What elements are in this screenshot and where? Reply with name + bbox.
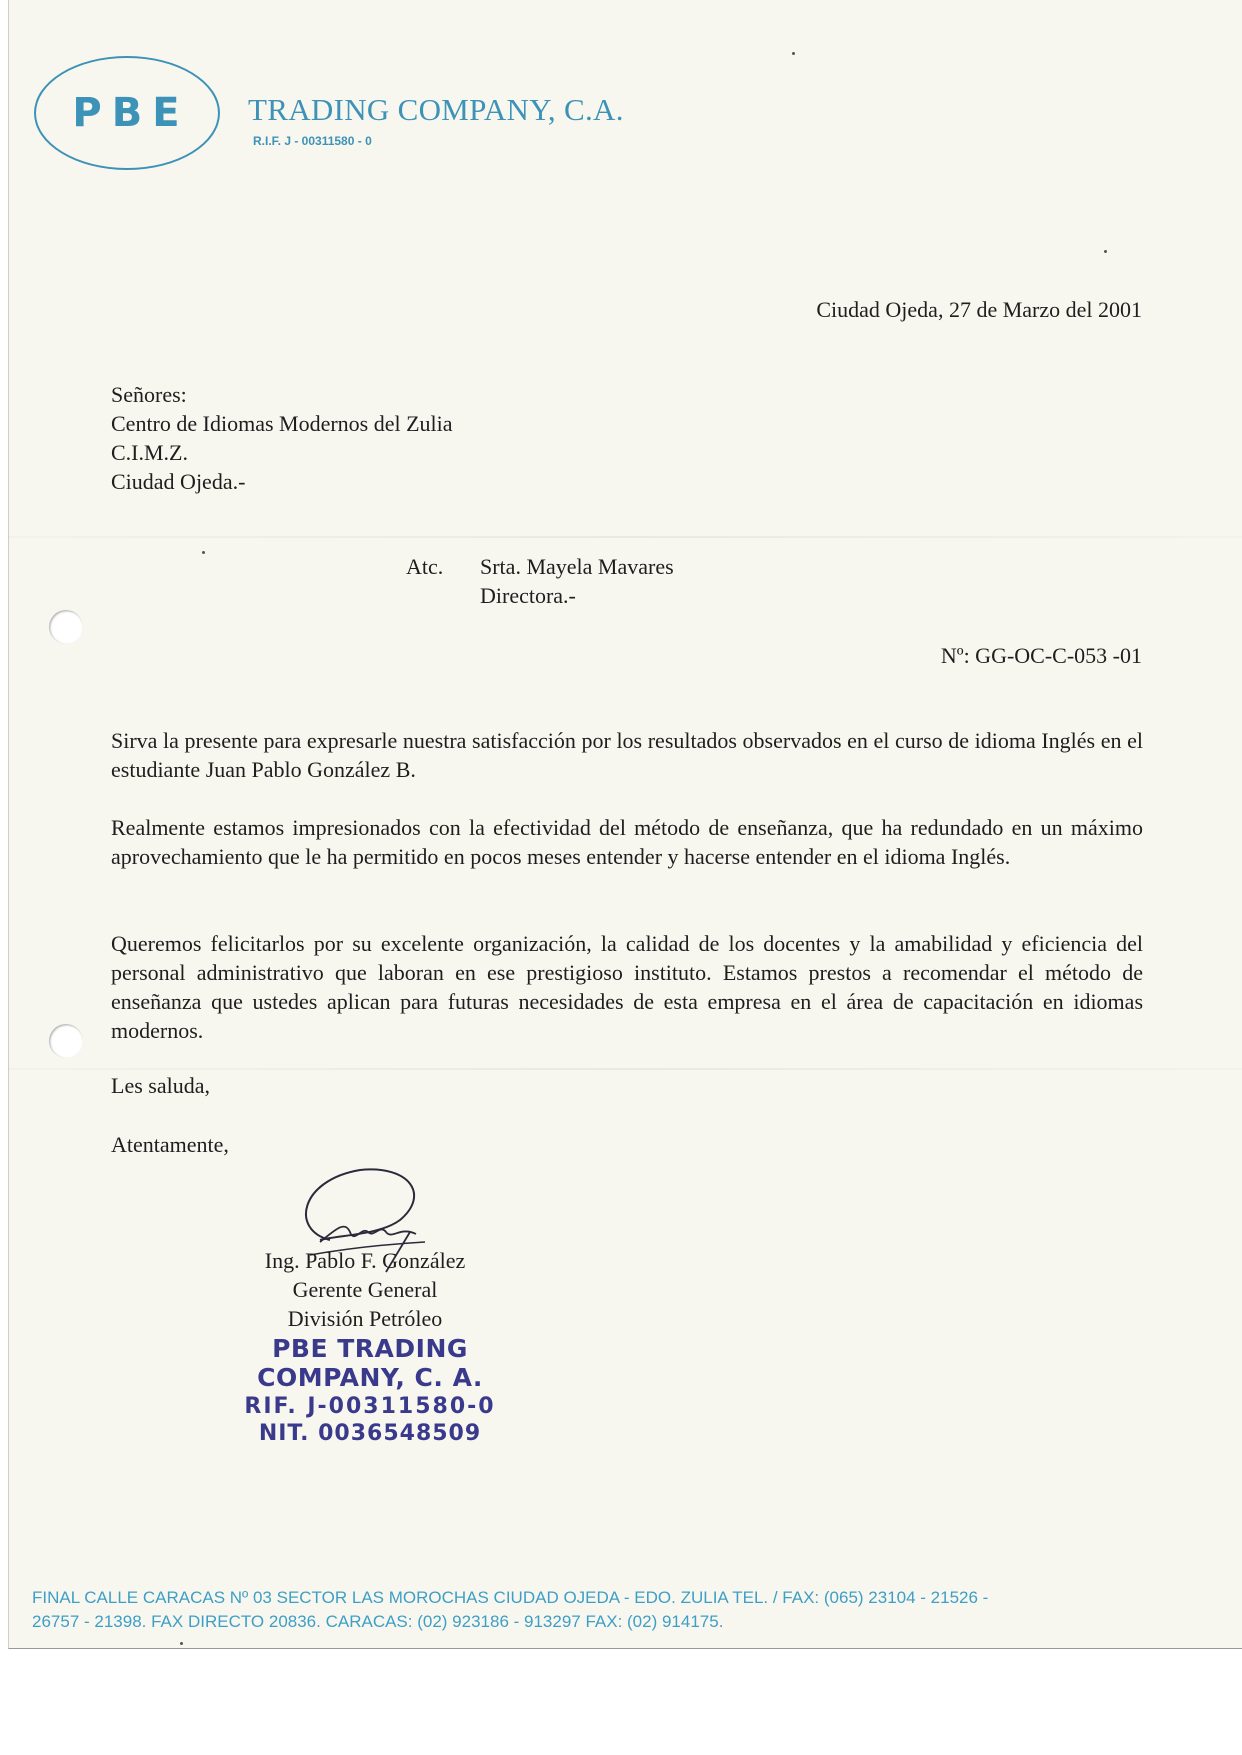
paper-speck [202, 551, 205, 554]
paper-speck [180, 1642, 183, 1645]
closing-greeting: Les saluda, [111, 1073, 210, 1098]
attention-name: Srta. Mayela Mavares [480, 554, 674, 579]
logo-letters: PBE [72, 90, 190, 136]
stamp-nit: NIT. 0036548509 [258, 1421, 482, 1446]
attention-title: Directora.- [480, 583, 576, 608]
body-paragraph: Sirva la presente para expresarle nuestra satisfacción por los resultados observados en el curso de idioma Inglés en el estudiante Juan Pablo González B. [111, 728, 1143, 782]
fold-line [8, 1068, 1242, 1070]
recipient-line: C.I.M.Z. [111, 440, 188, 465]
recipient-line: Ciudad Ojeda.- [111, 469, 246, 494]
signatory-block [240, 1246, 490, 1333]
company-rif: R.I.F. J - 00311580 - 0 [253, 134, 372, 148]
fold-line [8, 536, 1242, 538]
body-paragraph: Realmente estamos impresionados con la efectividad del método de enseñanza, que ha redundado en un máximo aprovechamiento que le ha permitido en pocos meses entender y hacerse entender en el idioma Inglés. [111, 815, 1143, 869]
company-name: TRADING COMPANY, C.A. [248, 92, 624, 127]
reference-number: Nº: GG-OC-C-053 -01 [940, 643, 1142, 668]
signatory-position: Gerente General [292, 1277, 438, 1302]
paper-speck [792, 52, 795, 55]
company-stamp [200, 1334, 540, 1446]
footer-line: FINAL CALLE CARACAS Nº 03 SECTOR LAS MOROCHAS CIUDAD OJEDA - EDO. ZULIA TEL. / FAX: (065) 23104 - 21526 - [32, 1588, 989, 1607]
recipient-line: Centro de Idiomas Modernos del Zulia [111, 411, 453, 436]
punch-hole [49, 1024, 83, 1058]
punch-hole [49, 610, 83, 644]
closing-signoff: Atentamente, [111, 1132, 229, 1157]
recipient-salutation: Señores: [111, 382, 187, 407]
attention-block [480, 552, 674, 610]
signatory-division: División Petróleo [287, 1306, 443, 1331]
body-paragraph: Queremos felicitarlos por su excelente organización, la calidad de los docentes y la amabilidad y eficiencia del personal administrativo que laboran en ese prestigioso instituto. Estamos prestos a recomendar el método de enseñanza que ustedes aplican para futuras necesidades de esta empresa en el área de capacitación en idiomas modernos. [111, 931, 1143, 1043]
letter-date: Ciudad Ojeda, 27 de Marzo del 2001 [816, 297, 1142, 322]
footer-line: 26757 - 21398. FAX DIRECTO 20836. CARACAS: (02) 923186 - 913297 FAX: (02) 914175. [32, 1612, 724, 1631]
recipient-address [111, 380, 453, 496]
attention-label: Atc. [406, 554, 444, 579]
letterhead-footer [32, 1586, 1237, 1634]
stamp-rif: RIF. J-00311580-0 [244, 1394, 496, 1419]
signatory-name: Ing. Pablo F. González [264, 1248, 466, 1273]
stamp-company: PBE TRADING COMPANY, C. A. [257, 1334, 483, 1392]
paper-speck [1104, 250, 1107, 253]
